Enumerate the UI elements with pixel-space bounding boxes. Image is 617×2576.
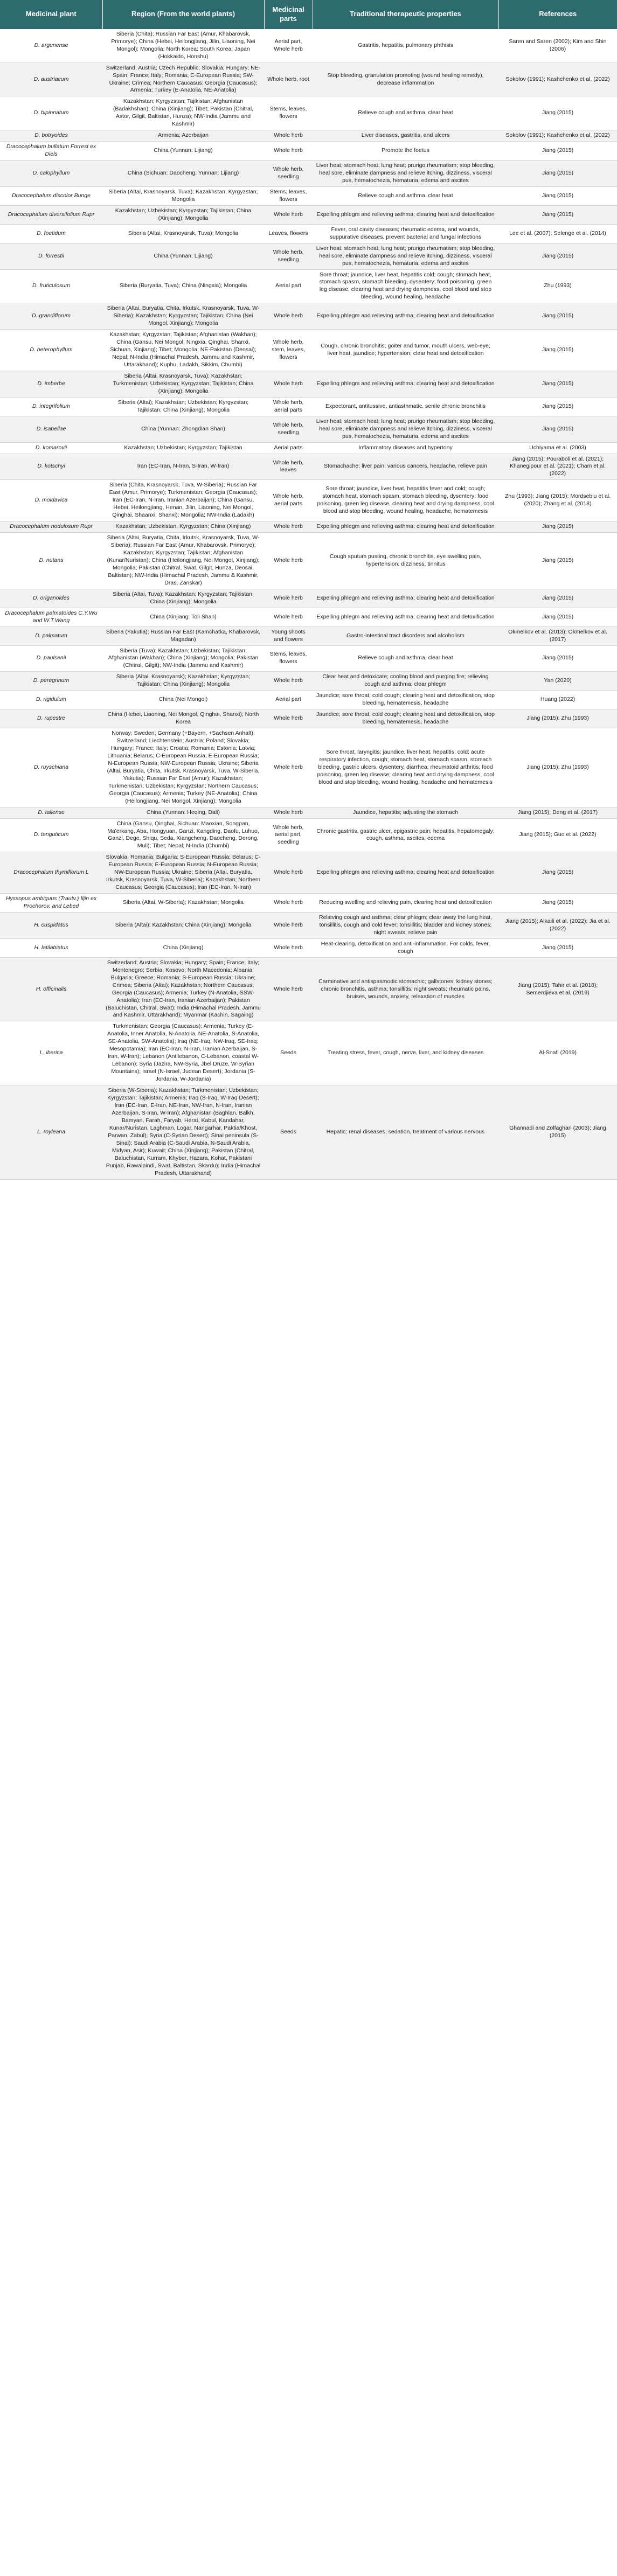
therapeutic-properties-cell: Liver heat; stomach heat; lung heat; prurigo rheumatism; stop bleeding, heal sore, eliminate dampness and relieve itching, dizziness, visceral pus, hematochezia, hematuria, edema and ascites [313,416,498,442]
therapeutic-properties-cell: Expelling phlegm and relieving asthma; clearing heat and detoxification [313,303,498,330]
references-cell: Jiang (2015); Guo et al. (2022) [498,818,617,852]
plant-name-cell: D. heterophyllum [0,330,102,371]
therapeutic-properties-cell: Jaundice; sore throat; cold cough; clearing heat and detoxification, stop bleeding, hematemesis, headache [313,709,498,728]
table-header-row [0,0,617,29]
region-cell: China (Yunnan: Heqing, Dali) [102,807,264,818]
plant-name-cell: L. iberica [0,1021,102,1085]
region-cell: China (Yunnan: Lijiang) [102,142,264,161]
table-row [0,691,617,709]
therapeutic-properties-cell: Relieving cough and asthma; clear phlegm; clear away the lung heat, tonsillitis, cough and cold fever; tonsillitis; bladder and kidney stones; night sweats, relieve pain [313,913,498,939]
table-row [0,397,617,416]
plant-name-cell: D. botryoides [0,130,102,142]
therapeutic-properties-cell: Treating stress, fever, cough, nerve, liver, and kidney diseases [313,1021,498,1085]
table-row [0,96,617,130]
medicinal-parts-cell: Whole herb [264,589,313,608]
table-row [0,62,617,96]
therapeutic-properties-cell: Relieve cough and asthma, clear heat [313,645,498,672]
region-cell: Armenia; Azerbaijan [102,130,264,142]
plant-name-cell: D. moldavica [0,480,102,521]
table-row [0,371,617,397]
medicinal-parts-cell: Whole herb [264,852,313,894]
table-row [0,894,617,913]
medicinal-parts-cell: Aerial part [264,269,313,303]
plant-name-cell: D. tanguticum [0,818,102,852]
plant-name-cell: D. foetidum [0,224,102,243]
table-row [0,1085,617,1179]
region-cell: Siberia (Chita, Krasnoyarsk, Tuva, W-Siberia); Russian Far East (Amur, Primorye); Turkmenistan; Georgia (Caucasus); Iran (EC-Iran, N-Iran, Iranian Azerbaijan); China (Gansu, Hebei, Heilongjiang, Henan, Jilin, Liaoning, Nei Mongol, Qinghai, Shaanxi, Shanxi); Mongolia; NW-India (Ladakh) [102,480,264,521]
therapeutic-properties-cell: Jaundice, hepatitis; adjusting the stomach [313,807,498,818]
region-cell: Iran (EC-Iran, N-Iran, S-Iran, W-Iran) [102,454,264,480]
therapeutic-properties-cell: Expelling phlegm and relieving asthma; clearing heat and detoxification [313,589,498,608]
table-row [0,330,617,371]
references-cell: Jiang (2015) [498,938,617,957]
references-cell: Jiang (2015) [498,533,617,589]
region-cell: Siberia (Yakutia); Russian Far East (Kamchatka, Khabarovsk, Magadan) [102,626,264,645]
plant-name-cell: L. royleana [0,1085,102,1179]
table-row [0,224,617,243]
plant-name-cell: D. fruticulosum [0,269,102,303]
references-cell: Jiang (2015); Alkaili et al. (2022); Jia et al. (2022) [498,913,617,939]
references-cell: Jiang (2015); Pouraboli et al. (2021); Khanegipour et al. (2021); Cham et al. (2022) [498,454,617,480]
plant-name-cell: Hyssopus ambiguus (Trautv.) Iljin ex Prochorov. and Lebed [0,894,102,913]
references-cell: Jiang (2015); Tahir et al. (2018); Semerdjieva et al. (2019) [498,957,617,1021]
references-cell: Jiang (2015) [498,589,617,608]
region-cell: Norway; Sweden; Germany (+Bayern, +Sachsen Anhalt); Switzerland; Liechtenstein; Austria; Poland; Slovakia; Hungary; France; Italy; Croatia; Romania; Estonia; Latvia; Lithuania; Belarus; C-European Russia; E-European Russia; N-European Russia; NW-European Russia; Ukraine; Siberia (Altai, Buryatia, Chita, Irkutsk, Krasnoyarsk, Tuva, W-Siberia, Yakutia); Russian Far East (Amur); Kazakhstan; Turkmenistan; Uzbekistan; Kyrgyzstan; Northern Caucasus; Georgia (Caucasus); Armenia; Turkey (NE-Anatolia); China (Heilongjiang, Nei Mongol, Xinjiang); Mongolia [102,728,264,807]
medicinal-parts-cell: Whole herb [264,938,313,957]
table-row [0,29,617,62]
medicinal-parts-cell: Whole herb, aerial part, seedling [264,818,313,852]
plant-name-cell: H. officinalis [0,957,102,1021]
medicinal-parts-cell: Whole herb [264,205,313,224]
references-cell: Al-Snafi (2019) [498,1021,617,1085]
region-cell: Switzerland; Austria; Slovakia; Hungary; Spain; France; Italy; Montenegro; Serbia; Kosovo; North Macedonia; Albania; Bulgaria; Greece; Romania; S-European Russia; Ukraine; Crimea; Siberia (Altai); Kazakhstan; Northern Caucasus; Georgia (Caucasus); Armenia; Turkey (N-Anatolia, SSW-Anatolia); Iran (EC-Iran, Iranian Azerbaijan); Pakistan (Baluchistan, Chitral, Swat); India (Himachal Pradesh, Jammu and Kashmir, Uttarakhand); Myanmar (Kachin, Sagaing) [102,957,264,1021]
references-cell: Jiang (2015); Deng et al. (2017) [498,807,617,818]
medicinal-parts-cell: Whole herb [264,130,313,142]
references-cell: Jiang (2015) [498,416,617,442]
region-cell: Siberia (Altai, Krasnoyarsk); Kazakhstan; Kyrgyzstan; Tajikistan; China (Xinjiang); Mongolia [102,672,264,691]
medicinal-parts-cell: Whole herb [264,672,313,691]
table-row [0,130,617,142]
references-cell: Zhu (1993); Jiang (2015); Mordsebiu et al. (2020); Zhang et al. (2018) [498,480,617,521]
table-row [0,608,617,626]
plant-name-cell: D. austriacum [0,62,102,96]
table-row [0,186,617,205]
references-cell: Uchiyama et al. (2003) [498,442,617,454]
therapeutic-properties-cell: Liver heat; stomach heat; lung heat; prurigo rheumatism; stop bleeding, heal sore, eliminate dampness and relieve itching, dizziness, visceral pus, hematochezia, hematuria, edema and ascites [313,243,498,269]
plant-name-cell: D. isabellae [0,416,102,442]
header-medicinal-plant: Medicinal plant [0,0,102,29]
table-body [0,29,617,1179]
plant-name-cell: D. integrifolium [0,397,102,416]
therapeutic-properties-cell: Promote the foetus [313,142,498,161]
table-row [0,709,617,728]
medicinal-parts-cell: Whole herb [264,303,313,330]
table-row [0,1021,617,1085]
plant-name-cell: Dracocephalum thymiflorum L [0,852,102,894]
table-row [0,818,617,852]
region-cell: Kazakhstan; Kyrgyzstan; Tajikistan; Afghanistan (Badakhshan); China (Xinjiang); Tibet; Pakistan (Chitral, Astor, Gilgit, Baltistan, Hunza); NW-India (Jammu and Kashmir) [102,96,264,130]
therapeutic-properties-cell: Stomachache; liver pain; various cancers, headache, relieve pain [313,454,498,480]
region-cell: China (Hebei, Liaoning, Nei Mongol, Qinghai, Shanxi); North Korea [102,709,264,728]
region-cell: Siberia (Altai); Kazakhstan; China (Xinjiang); Mongolia [102,913,264,939]
region-cell: China (Gansu, Qinghai, Sichuan: Maoxian, Songpan, Ma'erkang, Aba, Hongyuan, Ganzi, Kangding, Daofu, Luhuo, Ganzi, Dege, Shiqu, Seda, Xiangcheng, Daocheng, Derong, Muli); Tibet; Nepal; N-India (Chumbi) [102,818,264,852]
references-cell: Jiang (2015); Zhu (1993) [498,728,617,807]
references-cell: Okmelkov et al. (2013); Okmelkov et al. (2017) [498,626,617,645]
references-cell: Jiang (2015) [498,243,617,269]
references-cell: Jiang (2015) [498,608,617,626]
table-row [0,913,617,939]
plant-name-cell: Dracocephalum discolor Bunge [0,186,102,205]
medicinal-parts-cell: Whole herb [264,533,313,589]
plant-name-cell: Dracocephalum palmatoides C.Y.Wu and W.T.Wang [0,608,102,626]
references-cell: Jiang (2015) [498,852,617,894]
plant-name-cell: D. ruyschiana [0,728,102,807]
references-cell: Ghannadi and Zolfaghari (2003); Jiang (2015) [498,1085,617,1179]
table-row [0,269,617,303]
plant-name-cell: D. palmatum [0,626,102,645]
table-row [0,852,617,894]
references-cell: Jiang (2015) [498,303,617,330]
table-row [0,728,617,807]
therapeutic-properties-cell: Sore throat; jaundice, liver heat, hepatitis cold; cough; stomach heat, stomach spasm, stomach bleeding, dysentery; food poisoning, green leg disease, clearing heat and drying dampness, cool blood and stop bleeding, wound healing, headache [313,269,498,303]
therapeutic-properties-cell: Clear heat and detoxicate; cooling blood and purging fire; relieving cough and asthma; clear phlegm [313,672,498,691]
plant-name-cell: Dracocephalum bullatum Forrest ex Diels [0,142,102,161]
header-medicinal-parts: Medicinal parts [264,0,313,29]
medicinal-parts-cell: Whole herb [264,709,313,728]
plant-name-cell: D. calophyllum [0,161,102,187]
table-row [0,938,617,957]
therapeutic-properties-cell: Liver diseases, gastritis, and ulcers [313,130,498,142]
plant-name-cell: D. argunense [0,29,102,62]
table-row [0,416,617,442]
medicinal-parts-cell: Aerial part [264,691,313,709]
therapeutic-properties-cell: Sore throat, laryngitis; jaundice, liver heat, hepatitis; cold; acute respiratory infection, cough; stomach heat, stomach spasm, stomach bleeding, gastric ulcers, dysentery, diarrhea; rheumatoid arthritis; food poisoning, green leg disease; clearing heat and drying dampness, cool blood and stop bleeding, wound healing, headache and hematemesis [313,728,498,807]
therapeutic-properties-cell: Relieve cough and asthma, clear heat [313,186,498,205]
references-cell: Jiang (2015) [498,161,617,187]
plant-name-cell: D. peregrinum [0,672,102,691]
region-cell: Siberia (Altai, Krasnoyarsk, Tuva); Kazakhstan; Kyrgyzstan; Mongolia [102,186,264,205]
references-cell: Jiang (2015) [498,894,617,913]
plant-name-cell: D. paulsenii [0,645,102,672]
plant-name-cell: D. imberbe [0,371,102,397]
table-row [0,442,617,454]
references-cell: Zhu (1993) [498,269,617,303]
medicinal-parts-cell: Seeds [264,1021,313,1085]
region-cell: China (Yunnan: Lijiang) [102,243,264,269]
medicinal-parts-cell: Whole herb [264,894,313,913]
table-row [0,645,617,672]
therapeutic-properties-cell: Expelling phlegm and relieving asthma; clearing heat and detoxification [313,371,498,397]
region-cell: Siberia (Altai, Tuva); Kazakhstan; Kyrgyzstan; Tajikistan; China (Xinjiang); Mongolia [102,589,264,608]
medicinal-parts-cell: Whole herb [264,728,313,807]
therapeutic-properties-cell: Liver heat; stomach heat; lung heat; prurigo rheumatism; stop bleeding, heal sore, eliminate dampness and relieve itching, dizziness, visceral pus, hematochezia, hematuria, edema and ascites [313,161,498,187]
medicinal-parts-cell: Whole herb, aerial parts [264,480,313,521]
medicinal-parts-cell: Whole herb [264,957,313,1021]
plant-name-cell: D. grandiflorum [0,303,102,330]
table-row [0,454,617,480]
plant-name-cell: H. latilabiatus [0,938,102,957]
table-row [0,626,617,645]
medicinal-parts-cell: Seeds [264,1085,313,1179]
medicinal-parts-cell: Whole herb [264,807,313,818]
plant-name-cell: D. rigidulum [0,691,102,709]
medicinal-plants-table [0,0,617,1180]
table-row [0,807,617,818]
medicinal-parts-cell: Stems, leaves, flowers [264,186,313,205]
plant-name-cell: D. taliense [0,807,102,818]
table-row [0,243,617,269]
region-cell: Switzerland; Austria; Czech Republic; Slovakia; Hungary; NE-Spain; France; Italy; Romania; C-European Russia; SW-Ukraine; Crimea; Northern Caucasus; Georgia (Caucasus); Armenia; Turkey (E-Anatolia, NE-Anatolia) [102,62,264,96]
region-cell: Siberia (Altai, Buryatia, Chita, Irkutsk, Krasnoyarsk, Tuva, W-Siberia); Kazakhstan; Kyrgyzstan; Tajikistan; China (Nei Mongol, Xinjiang); Mongolia [102,303,264,330]
region-cell: China (Nei Mongol) [102,691,264,709]
region-cell: Siberia (Altai); Kazakhstan; Uzbekistan; Kyrgyzstan; Tajikistan; China (Xinjiang); Mongolia [102,397,264,416]
region-cell: Siberia (W-Siberia); Kazakhstan; Turkmenistan; Uzbekistan; Kyrgyzstan; Tajikistan; Armenia; Iraq (S-Iraq, W-Iraq Desert); Iran (EC-Iran, E-Iran, NE-Iran, NW-Iran, N-Iran, Iranian Azerbaijan, S-Iran, W-Iran); Afghanistan (Baghlan, Balkh, Bamyan, Farah, Faryab, Herat, Kabul, Kandahar, Kunar/Nuristan, Laghman, Logar, Nangarhar, Paktia/Khost, Parwan, Zabul); Syria (C-Syrian Desert); Sinai peninsula (S-Sinai); Saudi Arabia (C-Saudi Arabia, N-Saudi Arabia, Midyan, Asir); Kuwait; China (Xinjiang); Pakistan (Chitral, Baluchistan, Kurram, Khyber, Hazara, Kohat, Pakistani Punjab, Rawalpindi, Swat, Baltistan, Skardu); India (Himachal Pradesh, Uttarakhand) [102,1085,264,1179]
region-cell: China (Sichuan: Daocheng; Yunnan: Lijiang) [102,161,264,187]
plant-name-cell: Dracocephalum diversifolium Rupr [0,205,102,224]
therapeutic-properties-cell: Expelling phlegm and relieving asthma; clearing heat and detoxification [313,608,498,626]
medicinal-parts-cell: Whole herb [264,913,313,939]
medicinal-parts-cell: Whole herb [264,608,313,626]
header-therapeutic-properties: Traditional therapeutic properties [313,0,498,29]
references-cell: Jiang (2015) [498,397,617,416]
plant-name-cell: D. kotschyi [0,454,102,480]
region-cell: Kazakhstan; Uzbekistan; Kyrgyzstan; China (Xinjiang) [102,521,264,533]
medicinal-parts-cell: Stems, leaves, flowers [264,96,313,130]
therapeutic-properties-cell: Gastro-intestinal tract disorders and alcoholism [313,626,498,645]
therapeutic-properties-cell: Chronic gastritis, gastric ulcer, epigastric pain; hepatitis, hepatomegaly; cough, asthma, ascites, edema [313,818,498,852]
table-row [0,521,617,533]
medicinal-parts-cell: Leaves, flowers [264,224,313,243]
therapeutic-properties-cell: Expelling phlegm and relieving asthma; clearing heat and detoxification [313,852,498,894]
region-cell: Kazakhstan; Kyrgyzstan; Tajikistan; Afghanistan (Wakhan); China (Gansu, Nei Mongol, Ningxia, Qinghai, Shanxi, Sichuan, Xinjiang); Tibet; Mongolia; NE-Pakistan (Deosai); Nepal; N-India (Himachal Pradesh, Jammu and Kashmir, Uttarakhand); Kuphu, Ladakh, Sikkim, Chumbi) [102,330,264,371]
medicinal-parts-cell: Whole herb, stem, leaves, flowers [264,330,313,371]
region-cell: Siberia (Chita); Russian Far East (Amur, Khabarovsk, Primorye); China (Hebei, Heilongjiang, Jilin, Liaoning, Nei Mongol); Mongolia; North Korea; South Korea; Japan (Hokkaido, Honshu) [102,29,264,62]
region-cell: Siberia (Altai, Krasnoyarsk, Tuva); Kazakhstan; Turkmenistan; Uzbekistan; Kyrgyzstan; Tajikistan; China (Xinjiang); Mongolia [102,371,264,397]
therapeutic-properties-cell: Fever, oral cavity diseases; rheumatic edema, and wounds, suppurative diseases, prevent bacterial and fungal infections [313,224,498,243]
region-cell: Slovakia; Romania; Bulgaria; S-European Russia; Belarus; C-European Russia; E-European Russia; N-European Russia; NW-European Russia; Ukraine; Siberia (Altai, Buryatia, Irkutsk, Krasnoyarsk, Tuva, W-Siberia); Kazakhstan; Northern Caucasus; Georgia (Caucasus); Iran (EC-Iran, N-Iran) [102,852,264,894]
references-cell: Jiang (2015) [498,96,617,130]
table-row [0,589,617,608]
therapeutic-properties-cell: Reducing swelling and relieving pain, clearing heat and detoxification [313,894,498,913]
region-cell: Kazakhstan; Uzbekistan; Kyrgyzstan; Tajikistan; China (Xinjiang); Mongolia [102,205,264,224]
region-cell: Siberia (Tuva); Kazakhstan; Uzbekistan; Tajikistan; Afghanistan (Wakhan); China (Xinjiang); Mongolia; Pakistan (Chitral, Gilgit); NW-India (Jammu and Kashmir) [102,645,264,672]
region-cell: China (Xinjiang: Toli Shan) [102,608,264,626]
medicinal-parts-cell: Stems, leaves, flowers [264,645,313,672]
therapeutic-properties-cell: Heat-clearing, detoxification and anti-inflammation. For colds, fever, cough [313,938,498,957]
table-row [0,480,617,521]
table-row [0,303,617,330]
header-references: References [498,0,617,29]
table-row [0,957,617,1021]
therapeutic-properties-cell: Inflammatory diseases and hypertony [313,442,498,454]
plant-name-cell: D. rupestre [0,709,102,728]
references-cell: Jiang (2015) [498,205,617,224]
therapeutic-properties-cell: Hepatic; renal diseases; sedation, treatment of various nervous [313,1085,498,1179]
region-cell: China (Xinjiang) [102,938,264,957]
references-cell: Jiang (2015) [498,645,617,672]
plant-name-cell: D. nutans [0,533,102,589]
medicinal-parts-cell: Whole herb [264,371,313,397]
therapeutic-properties-cell: Cough sputum pusting, chronic bronchitis, eye swelling pain, hypertension; dizziness, tinnitus [313,533,498,589]
therapeutic-properties-cell: Expelling phlegm and relieving asthma; clearing heat and detoxification [313,205,498,224]
plant-name-cell: H. cuspidatus [0,913,102,939]
therapeutic-properties-cell: Expectorant, antitussive, antiasthmatic, senile chronic bronchitis [313,397,498,416]
medicinal-parts-cell: Whole herb, seedling [264,161,313,187]
plant-name-cell: D. bipinnatum [0,96,102,130]
plant-name-cell: D. komarovii [0,442,102,454]
region-cell: China (Yunnan: Zhongdian Shan) [102,416,264,442]
therapeutic-properties-cell: Relieve cough and asthma, clear heat [313,96,498,130]
references-cell: Jiang (2015) [498,142,617,161]
references-cell: Yan (2020) [498,672,617,691]
medicinal-parts-cell: Whole herb, seedling [264,243,313,269]
table-row [0,533,617,589]
references-cell: Jiang (2015) [498,371,617,397]
medicinal-parts-cell: Whole herb [264,521,313,533]
references-cell: Huang (2022) [498,691,617,709]
medicinal-parts-cell: Whole herb, root [264,62,313,96]
region-cell: Siberia (Altai, W-Siberia); Kazakhstan; Mongolia [102,894,264,913]
references-cell: Jiang (2015) [498,186,617,205]
medicinal-parts-cell: Aerial part, Whole herb [264,29,313,62]
table-row [0,205,617,224]
region-cell: Siberia (Buryatia, Tuva); China (Ningxia); Mongolia [102,269,264,303]
medicinal-parts-cell: Aerial parts [264,442,313,454]
region-cell: Kazakhstan; Uzbekistan; Kyrgyzstan; Tajikistan [102,442,264,454]
plant-name-cell: D. origanoides [0,589,102,608]
medicinal-parts-cell: Whole herb, seedling [264,416,313,442]
references-cell: Jiang (2015) [498,521,617,533]
plant-name-cell: Dracocephalum nodulosum Rupr [0,521,102,533]
references-cell: Sokolov (1991); Kashchenko et al. (2022) [498,62,617,96]
medicinal-parts-cell: Whole herb, leaves [264,454,313,480]
references-cell: Saren and Saren (2002); Kim and Shin (2006) [498,29,617,62]
therapeutic-properties-cell: Jaundice; sore throat; cold cough; clearing heat and detoxification, stop bleeding, hematemesis, headache [313,691,498,709]
therapeutic-properties-cell: Cough, chronic bronchitis; goiter and tumor, mouth ulcers, web-eye; liver heat, jaundice; hypertension; clear heat and detoxification [313,330,498,371]
plant-name-cell: D. forrestii [0,243,102,269]
medicinal-parts-cell: Whole herb, aerial parts [264,397,313,416]
table-row [0,672,617,691]
region-cell: Siberia (Altai, Buryatia, Chita, Irkutsk, Krasnoyarsk, Tuva, W-Siberia); Russian Far East (Amur, Khabarovsk, Primorye); Kazakhstan; Kyrgyzstan; Tajikistan; Afghanistan (Kunar/Nuristan); China (Heilongjiang, Nei Mongol, Xinjiang); Mongolia; Pakistan (Chitral, Swat, Gilgit, Hunza, Deosai, Baltistan); NW-India (Himachal Pradesh, Jammu & Kashmir, Dras, Zanskar) [102,533,264,589]
references-cell: Jiang (2015) [498,330,617,371]
medicinal-parts-cell: Young shoots and flowers [264,626,313,645]
references-cell: Sokolov (1991); Kashchenko et al. (2022) [498,130,617,142]
region-cell: Turkmenistan; Georgia (Caucasus); Armenia; Turkey (E-Anatolia, Inner Anatolia, N-Anatolia, NE-Anatolia, S-Anatolia, SE-Anatolia, SW-Anatolia); Iraq (NE-Iraq, NW-Iraq, SE-Iraq: Mesopotamia); Iran (EC-Iran, N-Iran, Iranian Azerbaijan, S-Iran, W-Iran); Lebanon (Antilebanon, C-Lebanon, coastal W-Lebanon); Syria (Jazira, NW-Syria, Jbel Druze, W-Syrian Mountains); Israel (N-Israel, Judean Desert); Jordania (S-Jordania, W-Jordania) [102,1021,264,1085]
medicinal-parts-cell: Whole herb [264,142,313,161]
region-cell: Siberia (Altai, Krasnoyarsk, Tuva); Mongolia [102,224,264,243]
therapeutic-properties-cell: Stop bleeding, granulation promoting (wound healing remedy), decrease inflammation [313,62,498,96]
therapeutic-properties-cell: Sore throat; jaundice, liver heat, hepatitis fever and cold; cough; stomach heat, stomach spasm, stomach bleeding, dysentery; food poisoning, green leg disease, clearing heat and drying dampness, cool blood and stop bleeding, wound healing, headache, hematemesis [313,480,498,521]
table-row [0,161,617,187]
therapeutic-properties-cell: Carminative and antispasmodic stomachic; gallstones; kidney stones; chronic bronchitis, asthma; tonsillitis; night sweats; rheumatic pains, bruises, wounds, anxiety, relaxation of muscles [313,957,498,1021]
header-region: Region (From the world plants) [102,0,264,29]
table-row [0,142,617,161]
references-cell: Lee et al. (2007); Selenge et al. (2014) [498,224,617,243]
therapeutic-properties-cell: Gastritis, hepatitis, pulmonary phthisis [313,29,498,62]
therapeutic-properties-cell: Expelling phlegm and relieving asthma; clearing heat and detoxification [313,521,498,533]
references-cell: Jiang (2015); Zhu (1993) [498,709,617,728]
